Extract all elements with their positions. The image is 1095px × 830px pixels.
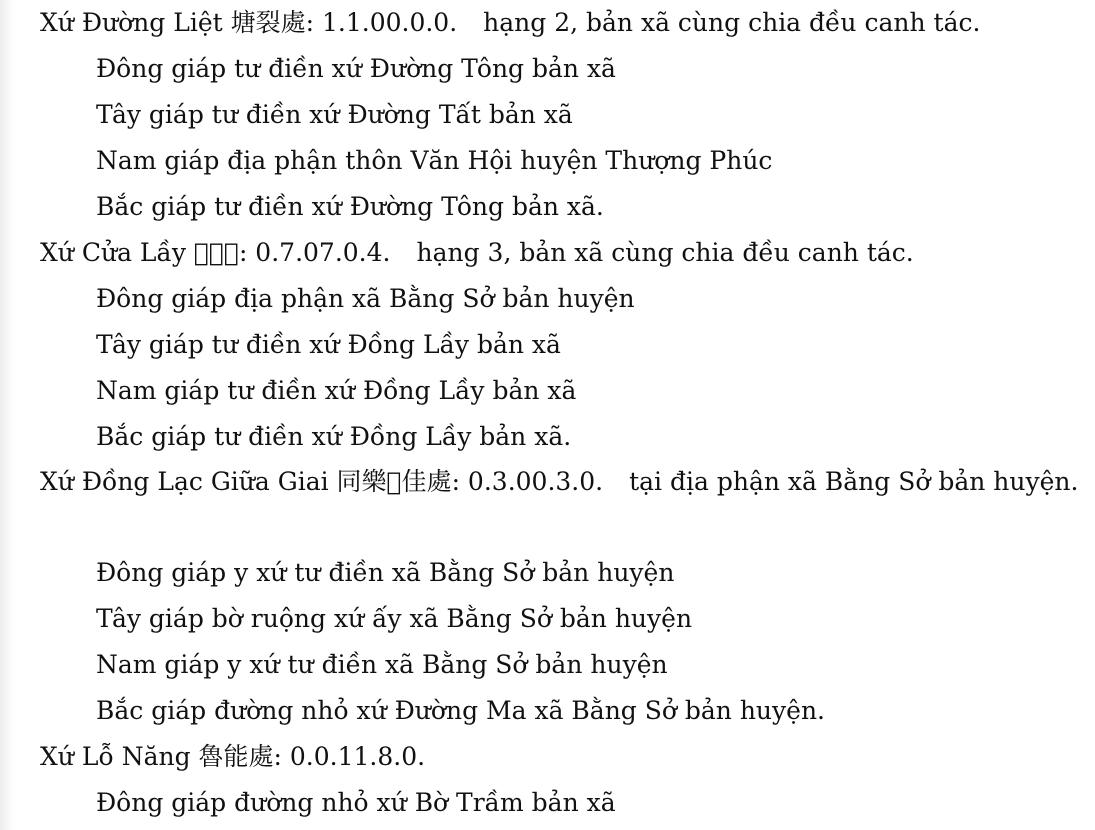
plot-note: tại địa phận xã Bằng Sở bản huyện.	[629, 467, 1079, 496]
plot-area: : 0.3.00.3.0.	[451, 467, 604, 496]
border-line: Nam giáp y xứ tư điền xã Bằng Sở bản huyện	[96, 650, 668, 679]
plot-area: : 0.7.07.0.4.	[238, 238, 391, 267]
border-line: Bắc giáp tư điền xứ Đồng Lầy bản xã.	[96, 422, 572, 451]
plot-name: Xứ Đường Liệt 塘裂處	[40, 8, 306, 37]
border-line: Đông giáp tư điền xứ Đường Tông bản xã	[96, 54, 616, 83]
plot-name: Xứ Lỗ Năng 魯能處	[40, 742, 274, 771]
border-line: Đông giáp y xứ tư điền xã Bằng Sở bản huyện	[96, 558, 675, 587]
page-edge-shadow	[0, 0, 14, 830]
border-line: Tây giáp tư điền xứ Đường Tất bản xã	[96, 100, 573, 129]
document-text	[40, 0, 1080, 826]
border-line: Đông giáp địa phận xã Bằng Sở bản huyện	[96, 284, 635, 313]
plot-note: hạng 2, bản xã cùng chia đều canh tác.	[483, 8, 981, 37]
entry-heading	[40, 230, 1080, 276]
plot-area: : 1.1.00.0.0.	[305, 8, 458, 37]
entry-heading	[40, 460, 1080, 550]
border-line: Nam giáp tư điền xứ Đồng Lầy bản xã	[96, 376, 577, 405]
border-line: Tây giáp bờ ruộng xứ ấy xã Bằng Sở bản huyện	[96, 604, 693, 633]
entry-heading	[40, 734, 1080, 780]
plot-name: Xứ Cửa Lầy 𨷯氻處	[40, 238, 239, 267]
plot-note: hạng 3, bản xã cùng chia đều canh tác.	[416, 238, 914, 267]
border-line: Bắc giáp đường nhỏ xứ Đường Ma xã Bằng Sở bản huyện.	[96, 696, 825, 725]
entry-heading	[40, 0, 1080, 46]
plot-area: : 0.0.11.8.0.	[273, 742, 426, 771]
border-line: Đông giáp đường nhỏ xứ Bờ Trầm bản xã	[96, 788, 616, 817]
border-line: Nam giáp địa phận thôn Văn Hội huyện Thượng Phúc	[96, 146, 773, 175]
border-line: Bắc giáp tư điền xứ Đường Tông bản xã.	[96, 192, 604, 221]
border-line: Tây giáp tư điền xứ Đồng Lầy bản xã	[96, 330, 561, 359]
plot-name: Xứ Đồng Lạc Giữa Giai 同樂𥘀佳處	[40, 467, 452, 496]
